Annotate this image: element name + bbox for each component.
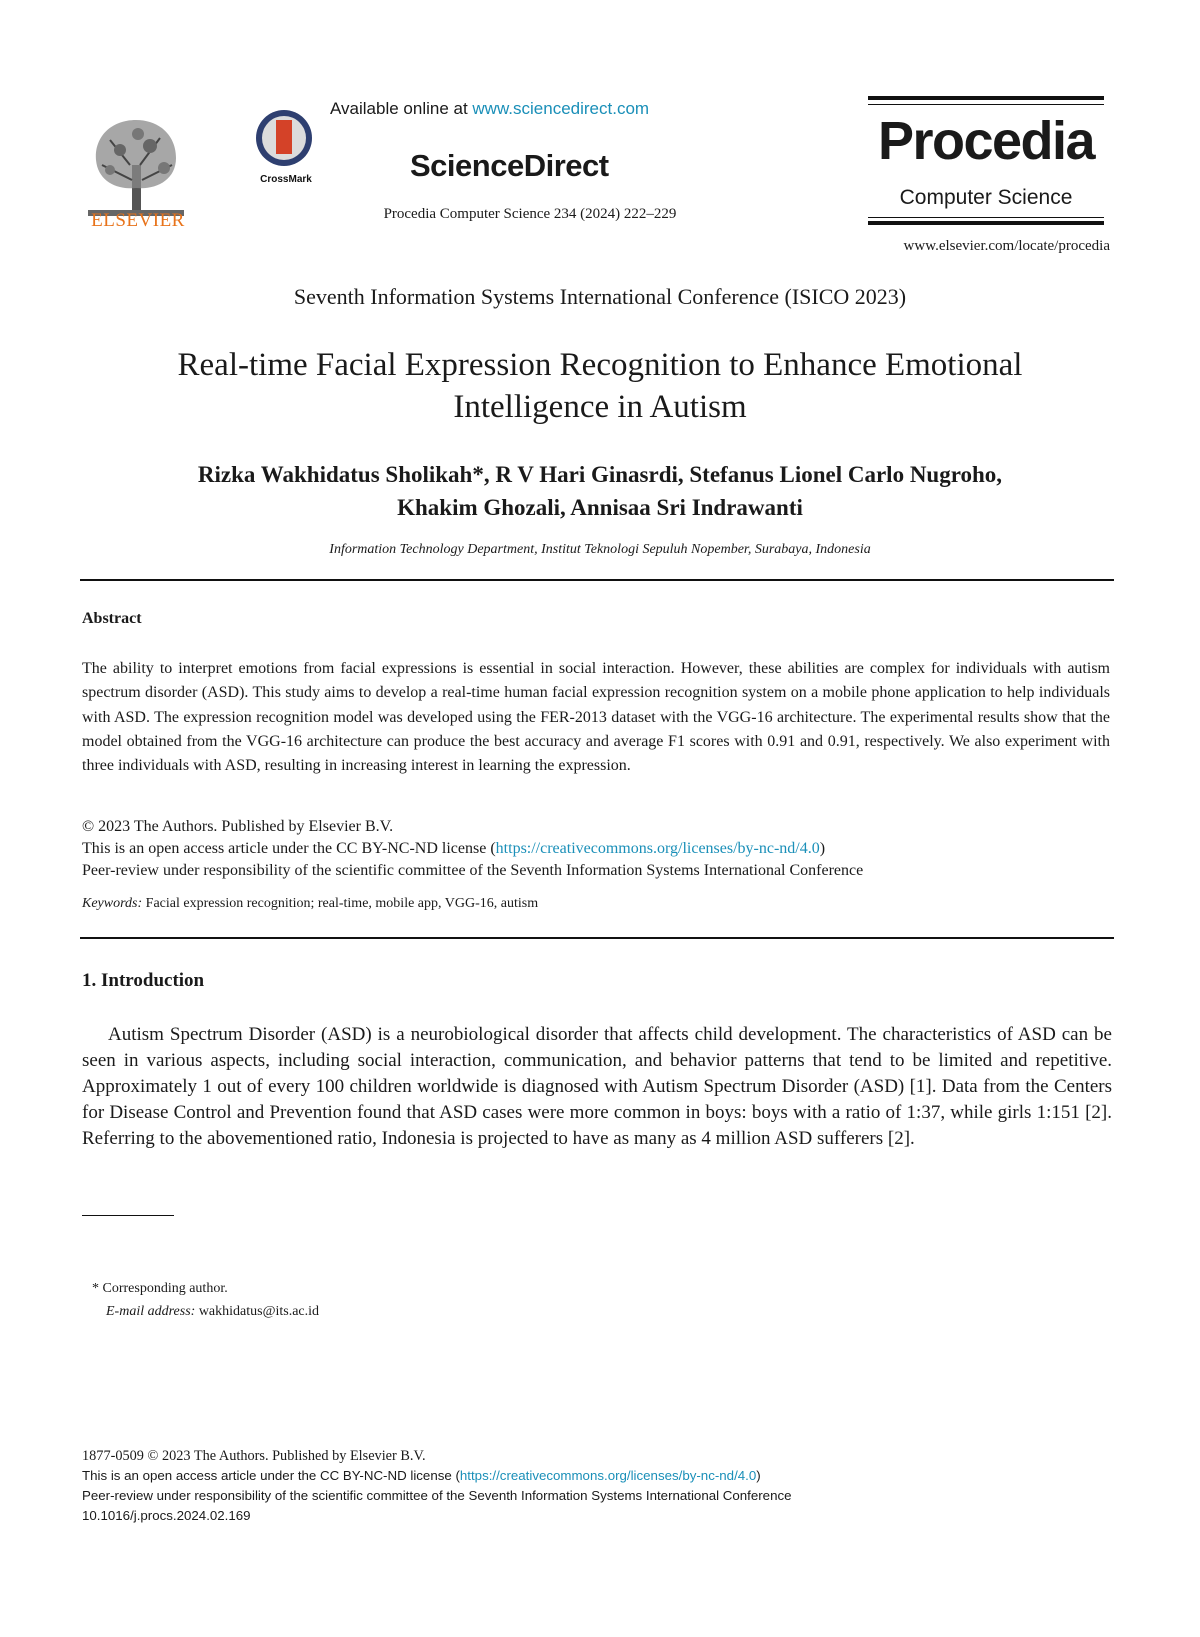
procedia-top-rule-thick bbox=[868, 96, 1104, 100]
copyright-block bbox=[82, 816, 1112, 882]
footnote bbox=[92, 1277, 319, 1323]
introduction-body bbox=[82, 1022, 1112, 1152]
introduction-paragraph: Autism Spectrum Disorder (ASD) is a neurobiological disorder that affects child development. The characteristics of ASD can be seen in various aspects, including social interaction, communication, and behavior patterns that tend to be limited and repetitive. Approximately 1 out of every 100 children worldwide is diagnosed with Autism Spectrum Disorder (ASD) [1]. Data from the Centers for Disease Control and Prevention found that ASD cases were more common in boys: boys with a ratio of 1:37, while girls 1:151 [2]. Referring to the abovementioned ratio, Indonesia is projected to have as many as 4 million ASD sufferers [2]. bbox=[82, 1024, 1112, 1149]
authors-line-1: Rizka Wakhidatus Sholikah*, R V Hari Ginasrdi, Stefanus Lionel Carlo Nugroho, bbox=[197, 462, 1003, 487]
abstract-top-rule bbox=[80, 579, 1114, 581]
available-online-line bbox=[330, 99, 770, 119]
procedia-top-rule-thin bbox=[868, 104, 1104, 105]
procedia-subtitle: Computer Science bbox=[899, 186, 1073, 209]
footer-license-line bbox=[82, 1466, 1122, 1486]
footer-issn-line: 1877-0509 © 2023 The Authors. Published by Elsevier B.V. bbox=[82, 1448, 426, 1464]
abstract-bottom-rule bbox=[80, 937, 1114, 939]
email-label: E-mail address: bbox=[106, 1304, 196, 1319]
journal-reference: Procedia Computer Science 234 (2024) 222–229 bbox=[383, 206, 677, 222]
sciencedirect-wordmark: ScienceDirect bbox=[410, 148, 609, 183]
keywords-line bbox=[82, 896, 1112, 912]
conference-name: Seventh Information Systems International Conference (ISICO 2023) bbox=[293, 284, 907, 309]
email-line bbox=[92, 1300, 319, 1323]
footnote-rule bbox=[82, 1215, 174, 1216]
procedia-wordmark: Procedia bbox=[877, 111, 1095, 171]
procedia-bottom-rule-thick bbox=[868, 221, 1104, 225]
footer-license-prefix: This is an open access article under the CC BY-NC-ND license ( bbox=[82, 1468, 460, 1483]
footer-license-link[interactable]: https://creativecommons.org/licenses/by-nc-nd/4.0 bbox=[459, 1468, 757, 1483]
crossmark-label: CrossMark bbox=[260, 174, 312, 185]
page-footer bbox=[82, 1446, 1122, 1526]
title-line-2: Intelligence in Autism bbox=[453, 389, 747, 425]
available-prefix: Available online at bbox=[330, 99, 473, 118]
crossmark-icon[interactable] bbox=[250, 108, 322, 188]
author-list bbox=[100, 458, 1100, 524]
elsevier-wordmark: ELSEVIER bbox=[91, 210, 185, 231]
email-address[interactable]: wakhidatus@its.ac.id bbox=[198, 1304, 320, 1319]
keywords-label: Keywords: bbox=[82, 896, 143, 911]
sciencedirect-link[interactable]: www.sciencedirect.com bbox=[472, 99, 650, 118]
corresponding-author-note: * Corresponding author. bbox=[92, 1281, 228, 1296]
peer-review-line: Peer-review under responsibility of the scientific committee of the Seventh Information Systems International Conference bbox=[82, 862, 864, 879]
license-link[interactable]: https://creativecommons.org/licenses/by-nc-nd/4.0 bbox=[495, 840, 820, 857]
footer-peer-review-line: Peer-review under responsibility of the scientific committee of the Seventh Information Systems International Conference bbox=[82, 1488, 792, 1503]
license-prefix: This is an open access article under the CC BY-NC-ND license ( bbox=[82, 840, 496, 857]
abstract-heading: Abstract bbox=[82, 610, 142, 627]
section-heading-introduction: 1. Introduction bbox=[82, 970, 205, 991]
abstract-body: The ability to interpret emotions from facial expressions is essential in social interaction. However, these abilities are complex for individuals with autism spectrum disorder (ASD). This study aims to develop a real-time human facial expression recognition system on a mobile phone application to help individuals with ASD. The expression recognition model was developed using the FER-2013 dataset with the VGG-16 architecture. The experimental results show that the model obtained from the VGG-16 architecture can produce the best accuracy and average F1 scores with 0.91 and 0.91, respectively. We also experiment with three individuals with ASD, resulting in increasing interest in learning the expression. bbox=[82, 660, 1110, 775]
keywords-list: Facial expression recognition; real-time, mobile app, VGG-16, autism bbox=[145, 896, 539, 911]
authors-line-2: Khakim Ghozali, Annisaa Sri Indrawanti bbox=[397, 495, 803, 520]
license-suffix: ) bbox=[819, 840, 826, 857]
footer-doi[interactable]: 10.1016/j.procs.2024.02.169 bbox=[82, 1508, 251, 1523]
affiliation: Information Technology Department, Institut Teknologi Sepuluh Nopember, Surabaya, Indonesia bbox=[329, 542, 871, 557]
procedia-url[interactable]: www.elsevier.com/locate/procedia bbox=[903, 238, 1110, 254]
footer-license-suffix: ) bbox=[756, 1468, 761, 1483]
paper-title bbox=[100, 344, 1100, 428]
procedia-bottom-rule-thin bbox=[868, 217, 1104, 218]
license-line bbox=[82, 838, 1112, 860]
copyright-line: © 2023 The Authors. Published by Elsevier B.V. bbox=[82, 818, 394, 835]
title-line-1: Real-time Facial Expression Recognition to Enhance Emotional bbox=[177, 347, 1023, 383]
